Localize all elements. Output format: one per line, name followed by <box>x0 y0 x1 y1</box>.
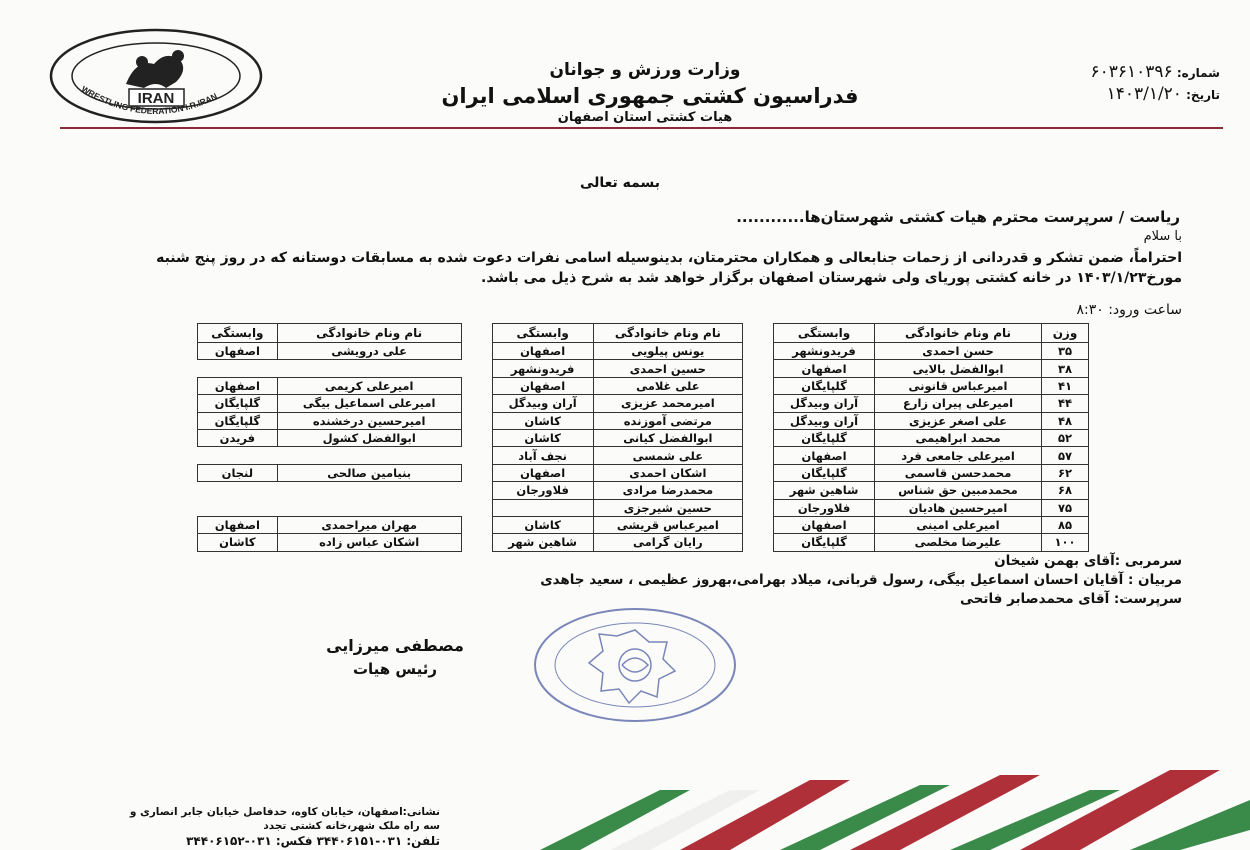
column-header: وزن <box>1042 324 1089 343</box>
board-stamp <box>530 605 740 725</box>
ministry-title: وزارت ورزش و جوانان <box>549 60 741 80</box>
roster-row <box>198 377 1089 394</box>
roster-cell: محمدرضا مرادی <box>593 482 742 499</box>
roster-cell: فریدونشهر <box>774 343 875 360</box>
roster-cell: آران وبیدگل <box>774 412 875 429</box>
roster-cell: علی درویشی <box>277 343 461 360</box>
roster-cell: گلپایگان <box>774 429 875 446</box>
roster-cell: ۶۸ <box>1042 482 1089 499</box>
roster-header-row <box>198 324 1089 343</box>
roster-row <box>198 516 1089 533</box>
roster-row <box>198 464 1089 481</box>
roster-cell: ابوالفضل کیانی <box>593 429 742 446</box>
roster-cell: ۱۰۰ <box>1042 534 1089 551</box>
roster-cell: اصفهان <box>492 343 593 360</box>
roster-cell: ۴۸ <box>1042 412 1089 429</box>
greeting: با سلام <box>1143 229 1182 244</box>
date-value: ۱۴۰۳/۱/۲۰ <box>1106 84 1182 104</box>
column-header: نام ونام خانوادگی <box>277 324 461 343</box>
roster-cell: اصفهان <box>492 464 593 481</box>
roster-cell: ۳۸ <box>1042 360 1089 377</box>
supervisor: سرپرست: آقای محمدصابر فاتحی <box>960 591 1182 607</box>
coaches: مربیان : آقایان احسان اسماعیل بیگی، رسول قربانی، میلاد بهرامی،بهروز عظیمی ، سعید جاهدی <box>540 572 1182 588</box>
roster-cell: اصفهان <box>492 377 593 394</box>
roster-cell: امیرعلی پیران زارع <box>875 395 1042 412</box>
roster-row <box>198 447 1089 464</box>
roster-row <box>198 360 1089 377</box>
roster-cell: رایان گرامی <box>593 534 742 551</box>
federation-logo <box>46 26 266 126</box>
roster-cell: حسین احمدی <box>593 360 742 377</box>
roster-cell: حسن احمدی <box>875 343 1042 360</box>
roster-row <box>198 499 1089 516</box>
roster-cell: آران وبیدگل <box>492 395 593 412</box>
roster-row <box>198 429 1089 446</box>
roster-row <box>198 534 1089 551</box>
number-value: ۶۰۳۶۱۰۳۹۶ <box>1090 62 1173 82</box>
letter-body: احتراماً، ضمن تشکر و قدردانی از زحمات جنابعالی و همکاران محترمتان، بدینوسیله اسامی نفرات دعوت شده به مسابقات دوستانه که در روز پنج شنبه مورخ۱۴۰۳/۱/۲۳ در خانه کشتی پوریای ولی شهرستان اصفهان برگزار خواهد شد به شرح ذیل می باشد. <box>156 250 1182 286</box>
roster-cell: امیرعباس قانونی <box>875 377 1042 394</box>
roster-cell: شاهین شهر <box>774 482 875 499</box>
date-label: تاریخ: <box>1186 88 1220 102</box>
roster-cell: اصفهان <box>774 516 875 533</box>
header-divider <box>60 127 1223 129</box>
roster-cell: مرتضی آموزنده <box>593 412 742 429</box>
roster-cell <box>198 499 278 516</box>
roster-cell: کاشان <box>492 516 593 533</box>
roster-cell <box>277 447 461 464</box>
roster-cell: آران وبیدگل <box>774 395 875 412</box>
roster-cell: علی شمسی <box>593 447 742 464</box>
letter-number <box>1020 62 1220 82</box>
roster-cell: اصفهان <box>198 343 278 360</box>
roster-cell: امیرعلی کریمی <box>277 377 461 394</box>
roster-cell: ۵۷ <box>1042 447 1089 464</box>
roster-row <box>198 395 1089 412</box>
roster-cell: فلاورجان <box>774 499 875 516</box>
roster-cell <box>277 482 461 499</box>
roster-cell: گلپایگان <box>198 412 278 429</box>
board-title: هیات کشتی استان اصفهان <box>557 110 733 125</box>
signatory-name: مصطفی میرزایی <box>326 636 464 655</box>
roster-cell: امیرعلی امینی <box>875 516 1042 533</box>
roster-cell: اصفهان <box>198 377 278 394</box>
roster-cell: یونس پیلویی <box>593 343 742 360</box>
roster-cell <box>198 447 278 464</box>
roster-cell: گلپایگان <box>774 377 875 394</box>
column-header: نام ونام خانوادگی <box>875 324 1042 343</box>
decorative-ribbons <box>520 760 1250 850</box>
roster-cell: بنیامین صالحی <box>277 464 461 481</box>
roster-cell: ۴۱ <box>1042 377 1089 394</box>
roster-cell: کاشان <box>198 534 278 551</box>
number-label: شماره: <box>1176 66 1220 80</box>
roster-cell: ۴۴ <box>1042 395 1089 412</box>
roster-cell: اشکان عباس زاده <box>277 534 461 551</box>
roster-cell: ۵۲ <box>1042 429 1089 446</box>
roster-cell: امیرمحمد عزیزی <box>593 395 742 412</box>
roster-cell: اصفهان <box>774 360 875 377</box>
column-header: وابستگی <box>774 324 875 343</box>
roster-cell: امیرعلی اسماعیل بیگی <box>277 395 461 412</box>
roster-cell: اصفهان <box>774 447 875 464</box>
column-header: وابستگی <box>492 324 593 343</box>
roster-cell: علی غلامی <box>593 377 742 394</box>
roster-cell: لنجان <box>198 464 278 481</box>
federation-title: فدراسیون کشتی جمهوری اسلامی ایران <box>441 84 859 108</box>
logo-caption-text: WRESTLING FEDERATION I.R.IRAN <box>79 83 219 117</box>
roster-cell: امیرحسین هادیان <box>875 499 1042 516</box>
roster-cell: ۷۵ <box>1042 499 1089 516</box>
roster-cell: علی اصغر عزیزی <box>875 412 1042 429</box>
roster-cell: اشکان احمدی <box>593 464 742 481</box>
letter-date <box>1020 84 1220 104</box>
column-header: نام ونام خانوادگی <box>593 324 742 343</box>
roster-cell: محمدمبین حق شناس <box>875 482 1042 499</box>
roster-cell: اصفهان <box>198 516 278 533</box>
roster-cell <box>198 360 278 377</box>
roster-cell: امیرحسین درخشنده <box>277 412 461 429</box>
roster-cell: کاشان <box>492 429 593 446</box>
head-coach: سرمربی :آقای بهمن شیخان <box>994 553 1182 569</box>
addressee: ریاست / سرپرست محترم هیات کشتی شهرستان‌ها............ <box>736 208 1180 226</box>
roster-row <box>198 412 1089 429</box>
roster-cell: ابوالفضل بالایی <box>875 360 1042 377</box>
roster-cell: ۳۵ <box>1042 343 1089 360</box>
roster-cell: محمد ابراهیمی <box>875 429 1042 446</box>
logo-country-text: IRAN <box>137 90 175 107</box>
roster-cell: ۶۲ <box>1042 464 1089 481</box>
footer-phones: تلفن: ۰۳۱-۳۴۴۰۶۱۵۱ فکس: ۰۳۱-۳۴۴۰۶۱۵۲ <box>186 834 440 848</box>
roster-table <box>197 323 1089 552</box>
roster-row <box>198 482 1089 499</box>
roster-cell: ۸۵ <box>1042 516 1089 533</box>
roster-cell: فریدونشهر <box>492 360 593 377</box>
roster-cell <box>198 482 278 499</box>
roster-cell <box>492 499 593 516</box>
roster-cell: نجف آباد <box>492 447 593 464</box>
roster-cell: ابوالفضل کشول <box>277 429 461 446</box>
roster-cell <box>277 499 461 516</box>
roster-cell: علیرضا مخلصی <box>875 534 1042 551</box>
footer-address-2: سه راه ملک شهر،خانه کشتی تجدد <box>263 820 440 832</box>
roster-cell <box>277 360 461 377</box>
roster-cell: گلپایگان <box>774 534 875 551</box>
roster-cell: حسین شیرجزی <box>593 499 742 516</box>
roster-cell: فریدن <box>198 429 278 446</box>
roster-cell: شاهین شهر <box>492 534 593 551</box>
column-header: وابستگی <box>198 324 278 343</box>
roster-cell: امیرعباس قریشی <box>593 516 742 533</box>
roster-cell: گلپایگان <box>774 464 875 481</box>
roster-cell: فلاورجان <box>492 482 593 499</box>
footer-address-1: نشانی:اصفهان، خیابان کاوه، حدفاصل خیابان جابر انصاری و <box>129 806 440 818</box>
roster-cell: امیرعلی جامعی فرد <box>875 447 1042 464</box>
roster-cell: کاشان <box>492 412 593 429</box>
roster-cell: گلپایگان <box>198 395 278 412</box>
roster-cell: محمدحسن قاسمی <box>875 464 1042 481</box>
arrival-time: ساعت ورود: ۸:۳۰ <box>1076 302 1182 318</box>
roster-row <box>198 343 1089 360</box>
roster-cell: مهران میراحمدی <box>277 516 461 533</box>
bismillah: بسمه تعالی <box>579 175 661 191</box>
signatory-title: رئیس هیات <box>352 660 438 678</box>
